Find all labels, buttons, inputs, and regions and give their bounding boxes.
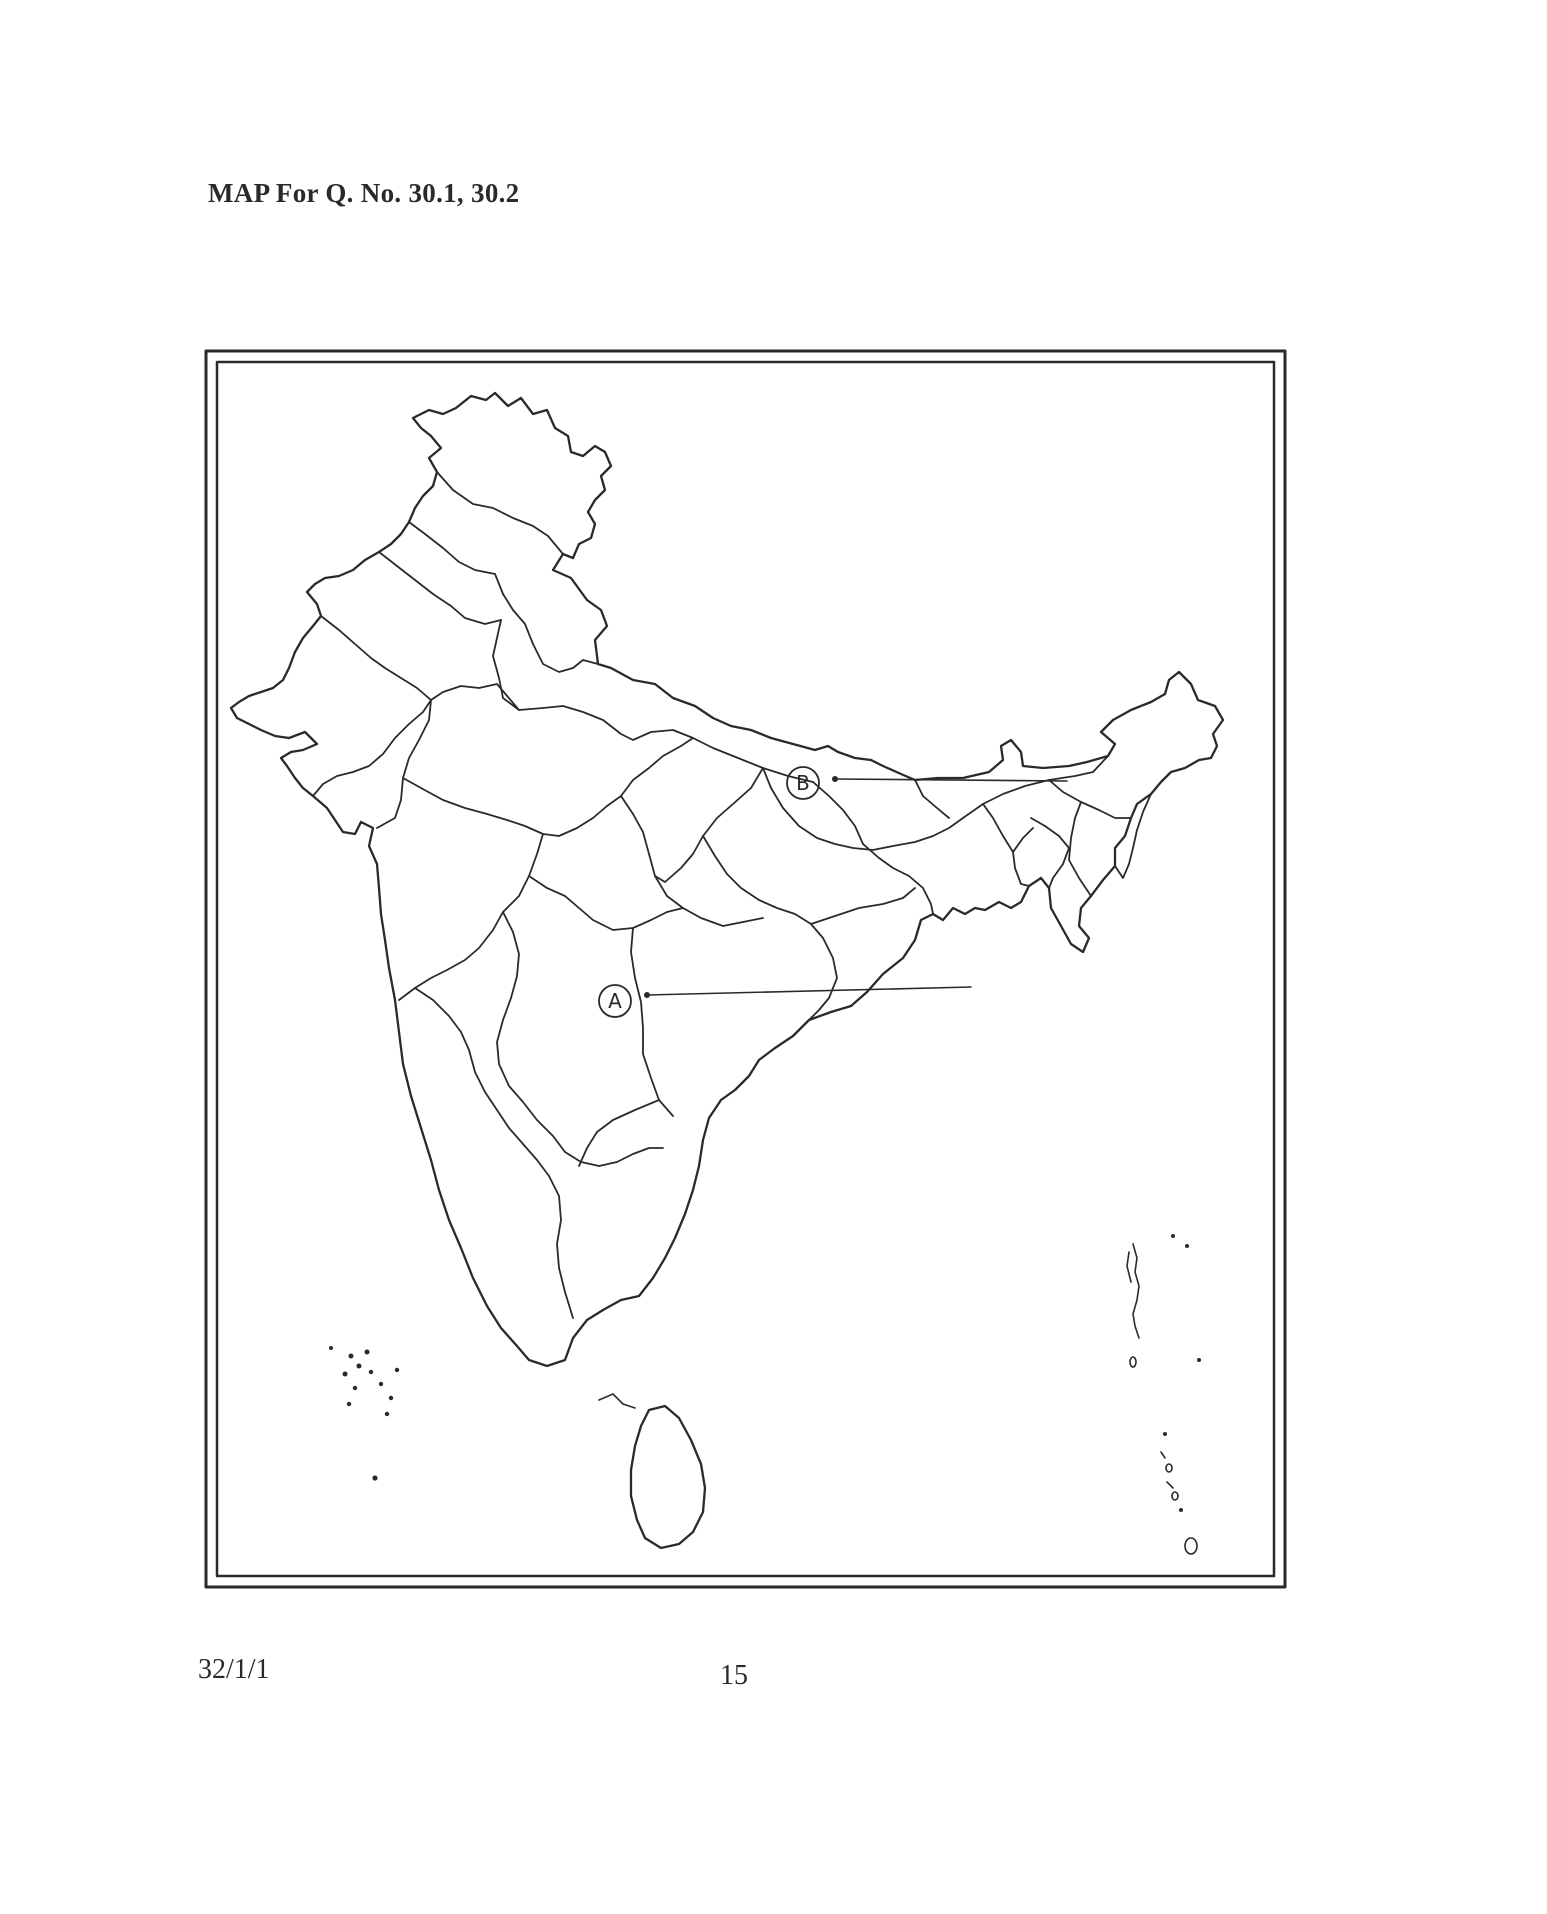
marker-b-label: B <box>796 771 810 795</box>
lakshadweep-islands <box>329 1346 399 1481</box>
sri-lanka-outline <box>631 1406 705 1548</box>
paper-code: 32/1/1 <box>198 1654 270 1685</box>
page-number: 15 <box>720 1660 748 1691</box>
marker-a-leader-line <box>647 987 971 995</box>
india-mainland-outline <box>231 393 1223 1366</box>
map-border-inner <box>217 362 1274 1576</box>
andaman-nicobar-islands <box>1127 1244 1197 1554</box>
page-title: MAP For Q. No. 30.1, 30.2 <box>208 178 520 208</box>
india-outline-map <box>203 348 1288 1590</box>
map-border-outer <box>206 351 1285 1587</box>
marker-b-leader-line <box>835 779 1067 781</box>
marker-a-label: A <box>608 989 622 1013</box>
